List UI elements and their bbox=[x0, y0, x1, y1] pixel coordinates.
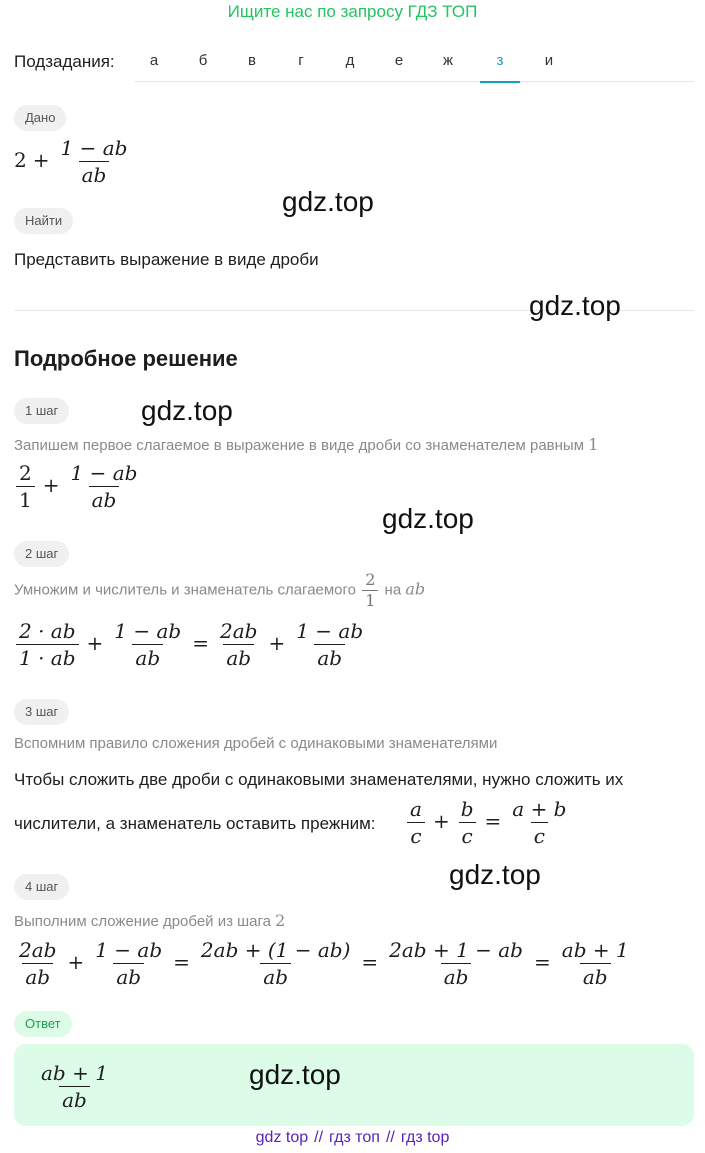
numerator: 2 bbox=[365, 570, 376, 589]
step2-expression bbox=[14, 618, 368, 671]
footer-link-3[interactable]: гдз top bbox=[400, 1129, 450, 1146]
watermark: gdz.top bbox=[529, 290, 621, 321]
footer-link-1[interactable]: gdz top bbox=[255, 1129, 309, 1146]
plus-sign: + bbox=[268, 631, 286, 655]
step2-inline-fraction bbox=[362, 570, 378, 611]
step1-expression bbox=[14, 460, 142, 513]
step1-chip: 1 шаг bbox=[14, 398, 69, 424]
step4-reference: 2 bbox=[275, 911, 286, 930]
step3-frac-a bbox=[407, 796, 425, 849]
denominator: ab bbox=[113, 963, 144, 990]
denominator: ab bbox=[441, 963, 472, 990]
step1-frac2 bbox=[68, 460, 141, 513]
numerator: 1 − ab bbox=[70, 461, 138, 485]
step3-frac-result bbox=[509, 796, 569, 849]
watermark: gdz.top bbox=[249, 1059, 341, 1090]
plus-sign: + bbox=[67, 950, 85, 974]
footer-links bbox=[0, 1129, 705, 1147]
numerator: 2ab bbox=[19, 938, 57, 962]
step2-chip: 2 шаг bbox=[14, 541, 69, 567]
answer-fraction bbox=[38, 1060, 111, 1113]
step1-description: Запишем первое слагаемое в выражение в виде дроби со знаменателем равным bbox=[14, 437, 585, 454]
tab-v[interactable]: в bbox=[248, 52, 256, 69]
denominator: ab bbox=[260, 963, 291, 990]
given-numerator: 1 − ab bbox=[60, 136, 128, 160]
denominator: 1 bbox=[362, 590, 378, 611]
equals-sign: = bbox=[484, 809, 502, 833]
step3-rule-line2: числители, а знаменатель оставить прежним: bbox=[14, 814, 376, 833]
step3-formula bbox=[405, 796, 571, 849]
step3-rule-line1: Чтобы сложить две дроби с одинаковыми знаменателями, нужно сложить их bbox=[14, 770, 624, 789]
numerator: 2ab + 1 − ab bbox=[389, 938, 523, 962]
step2-frac-b bbox=[111, 618, 184, 671]
solution-title: Подробное решение bbox=[14, 346, 238, 371]
tab-g[interactable]: г bbox=[298, 52, 304, 69]
step2-connector: на bbox=[384, 581, 402, 599]
denominator: ab bbox=[223, 644, 254, 671]
denominator: ab bbox=[22, 963, 53, 990]
given-whole: 2 bbox=[14, 148, 27, 172]
step2-frac-a bbox=[16, 618, 79, 671]
step2-frac-c bbox=[217, 618, 260, 671]
numerator: 2ab + (1 − ab) bbox=[200, 938, 351, 962]
step3-chip: 3 шаг bbox=[14, 699, 69, 725]
step4-frac5 bbox=[559, 937, 632, 990]
equals-sign: = bbox=[192, 631, 209, 655]
step4-frac2 bbox=[92, 937, 165, 990]
answer-chip: Ответ bbox=[14, 1011, 72, 1037]
numerator: 1 − ab bbox=[114, 619, 182, 643]
given-expression bbox=[14, 135, 132, 188]
step2-text bbox=[14, 570, 425, 611]
step1-frac1 bbox=[16, 460, 35, 513]
answer-numerator: ab + 1 bbox=[41, 1061, 108, 1085]
step2-multiplier: ab bbox=[405, 579, 426, 599]
answer-denominator: ab bbox=[59, 1086, 90, 1113]
tab-i[interactable]: и bbox=[544, 52, 554, 69]
step4-frac3 bbox=[198, 937, 353, 990]
watermark: gdz.top bbox=[382, 503, 474, 534]
tab-d[interactable]: д bbox=[345, 52, 355, 69]
answer-box bbox=[14, 1044, 694, 1126]
search-banner[interactable]: Ищите нас по запросу ГДЗ ТОП bbox=[227, 2, 478, 21]
numerator: a + b bbox=[512, 797, 567, 821]
step4-frac4 bbox=[386, 937, 526, 990]
denominator: c bbox=[531, 822, 548, 849]
numerator: 2ab bbox=[220, 619, 258, 643]
step3-frac-b bbox=[458, 796, 477, 849]
subtasks-bar bbox=[14, 50, 694, 82]
denominator: 1 · ab bbox=[16, 644, 79, 671]
watermark: gdz.top bbox=[282, 186, 374, 217]
footer-link-2[interactable]: гдз топ bbox=[329, 1129, 380, 1146]
tab-e[interactable]: е bbox=[394, 52, 404, 69]
numerator: b bbox=[460, 797, 474, 821]
find-chip: Найти bbox=[14, 208, 73, 234]
subtasks-label: Подзадания: bbox=[14, 52, 115, 71]
plus-sign: + bbox=[432, 809, 450, 833]
plus-sign: + bbox=[32, 148, 50, 172]
denominator: c bbox=[459, 822, 476, 849]
step1-text bbox=[14, 435, 598, 454]
numerator: a bbox=[410, 797, 422, 821]
equals-sign: = bbox=[361, 950, 379, 974]
denominator: ab bbox=[314, 644, 345, 671]
tab-a[interactable]: а bbox=[149, 52, 159, 69]
given-chip: Дано bbox=[14, 105, 66, 131]
step2-frac-e bbox=[293, 618, 366, 671]
step4-description: Выполним сложение дробей из шага bbox=[14, 913, 271, 930]
footer-separator: // bbox=[314, 1129, 324, 1146]
step1-value: 1 bbox=[588, 435, 599, 454]
numerator: 2 bbox=[19, 461, 32, 485]
footer-separator: // bbox=[385, 1129, 395, 1146]
answer-expression bbox=[36, 1060, 113, 1113]
step4-expression bbox=[14, 937, 634, 990]
numerator: ab + 1 bbox=[561, 938, 629, 962]
tab-b[interactable]: б bbox=[198, 52, 208, 69]
equals-sign: = bbox=[534, 950, 551, 974]
denominator: c bbox=[407, 822, 424, 849]
plus-sign: + bbox=[42, 473, 60, 497]
equals-sign: = bbox=[173, 950, 190, 974]
denominator: ab bbox=[132, 644, 163, 671]
watermark: gdz.top bbox=[449, 859, 541, 890]
plus-sign: + bbox=[86, 631, 104, 655]
numerator: 1 − ab bbox=[95, 938, 163, 962]
numerator: 2 · ab bbox=[19, 619, 76, 643]
subtask-tabs bbox=[134, 50, 694, 82]
denominator: 1 bbox=[16, 486, 35, 513]
step4-frac1 bbox=[16, 937, 59, 990]
step3-text: Вспомним правило сложения дробей с одинаковыми знаменателями bbox=[14, 735, 498, 752]
given-denominator: ab bbox=[79, 161, 110, 188]
numerator: 1 − ab bbox=[296, 619, 364, 643]
tab-zh[interactable]: ж bbox=[442, 52, 454, 69]
step4-chip: 4 шаг bbox=[14, 874, 69, 900]
tab-z[interactable]: з bbox=[480, 52, 520, 83]
watermark: gdz.top bbox=[141, 395, 233, 426]
denominator: ab bbox=[580, 963, 611, 990]
denominator: ab bbox=[89, 486, 120, 513]
given-fraction bbox=[58, 135, 131, 188]
find-text: Представить выражение в виде дроби bbox=[14, 250, 319, 269]
step2-description: Умножим и числитель и знаменатель слагаемого bbox=[14, 581, 357, 599]
step4-text bbox=[14, 911, 285, 930]
